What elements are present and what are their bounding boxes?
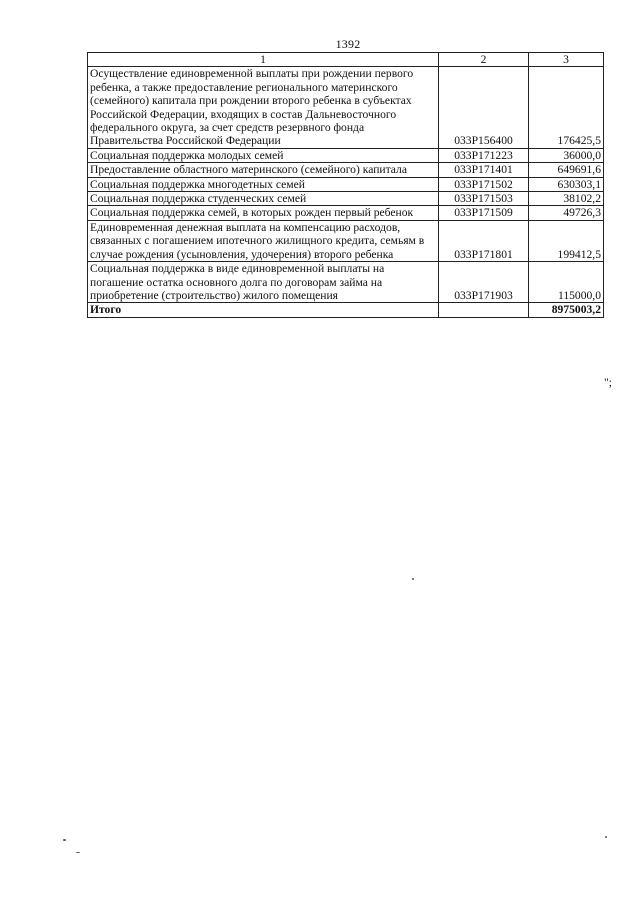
total-row bbox=[88, 303, 604, 317]
row-code: 033P171502 bbox=[439, 177, 529, 191]
row-sum: 38102,2 bbox=[529, 192, 604, 206]
row-code: 033P171401 bbox=[439, 163, 529, 177]
row-code: 033P171801 bbox=[439, 220, 529, 261]
table-row bbox=[88, 67, 604, 148]
row-sum: 36000,0 bbox=[529, 148, 604, 162]
column-header-2: 2 bbox=[439, 53, 529, 67]
scan-speck bbox=[63, 839, 66, 841]
table-header-row bbox=[88, 53, 604, 67]
table-row bbox=[88, 148, 604, 162]
row-name: Социальная поддержка многодетных семей bbox=[88, 177, 439, 191]
page-number: 1392 bbox=[335, 37, 361, 51]
scan-speck bbox=[605, 836, 607, 838]
row-name: Осуществление единовременной выплаты при рождении первого ребенка, а также предоставление регионального материнского (семейного) капитала при рождении второго ребенка в субъектах Российской Федерации, входящих в состав Дальневосточного федерального округа, за счет средств резервного фонда Правительства Российской Федерации bbox=[88, 67, 439, 148]
row-name: Социальная поддержка молодых семей bbox=[88, 148, 439, 162]
column-header-3: 3 bbox=[529, 53, 604, 67]
table-row bbox=[88, 192, 604, 206]
table-row bbox=[88, 177, 604, 191]
total-code-empty bbox=[439, 303, 529, 317]
table-row bbox=[88, 206, 604, 220]
table-row bbox=[88, 220, 604, 261]
total-label: Итого bbox=[88, 303, 439, 317]
row-code: 033P171903 bbox=[439, 262, 529, 303]
budget-table bbox=[87, 52, 604, 318]
table-row bbox=[88, 262, 604, 303]
table-row bbox=[88, 163, 604, 177]
row-name: Единовременная денежная выплата на компенсацию расходов, связанных с погашением ипотечного жилищного кредита, семьям в случае рождения (усыновления, удочерения) второго ребенка bbox=[88, 220, 439, 261]
closing-quote-mark: "; bbox=[604, 376, 612, 389]
row-sum: 49726,3 bbox=[529, 206, 604, 220]
column-header-1: 1 bbox=[88, 53, 439, 67]
row-name: Социальная поддержка в виде единовременной выплаты на погашение остатка основного долга по договорам займа на приобретение (строительство) жилого помещения bbox=[88, 262, 439, 303]
row-sum: 199412,5 bbox=[529, 220, 604, 261]
row-name: Предоставление областного материнского (семейного) капитала bbox=[88, 163, 439, 177]
scan-speck bbox=[412, 578, 414, 580]
scan-speck bbox=[76, 852, 80, 853]
row-code: 033P171503 bbox=[439, 192, 529, 206]
row-sum: 176425,5 bbox=[529, 67, 604, 148]
total-sum: 8975003,2 bbox=[529, 303, 604, 317]
row-sum: 649691,6 bbox=[529, 163, 604, 177]
row-name: Социальная поддержка студенческих семей bbox=[88, 192, 439, 206]
row-sum: 115000,0 bbox=[529, 262, 604, 303]
row-name: Социальная поддержка семей, в которых рожден первый ребенок bbox=[88, 206, 439, 220]
row-code: 033P156400 bbox=[439, 67, 529, 148]
row-code: 033P171509 bbox=[439, 206, 529, 220]
row-code: 033P171223 bbox=[439, 148, 529, 162]
row-sum: 630303,1 bbox=[529, 177, 604, 191]
